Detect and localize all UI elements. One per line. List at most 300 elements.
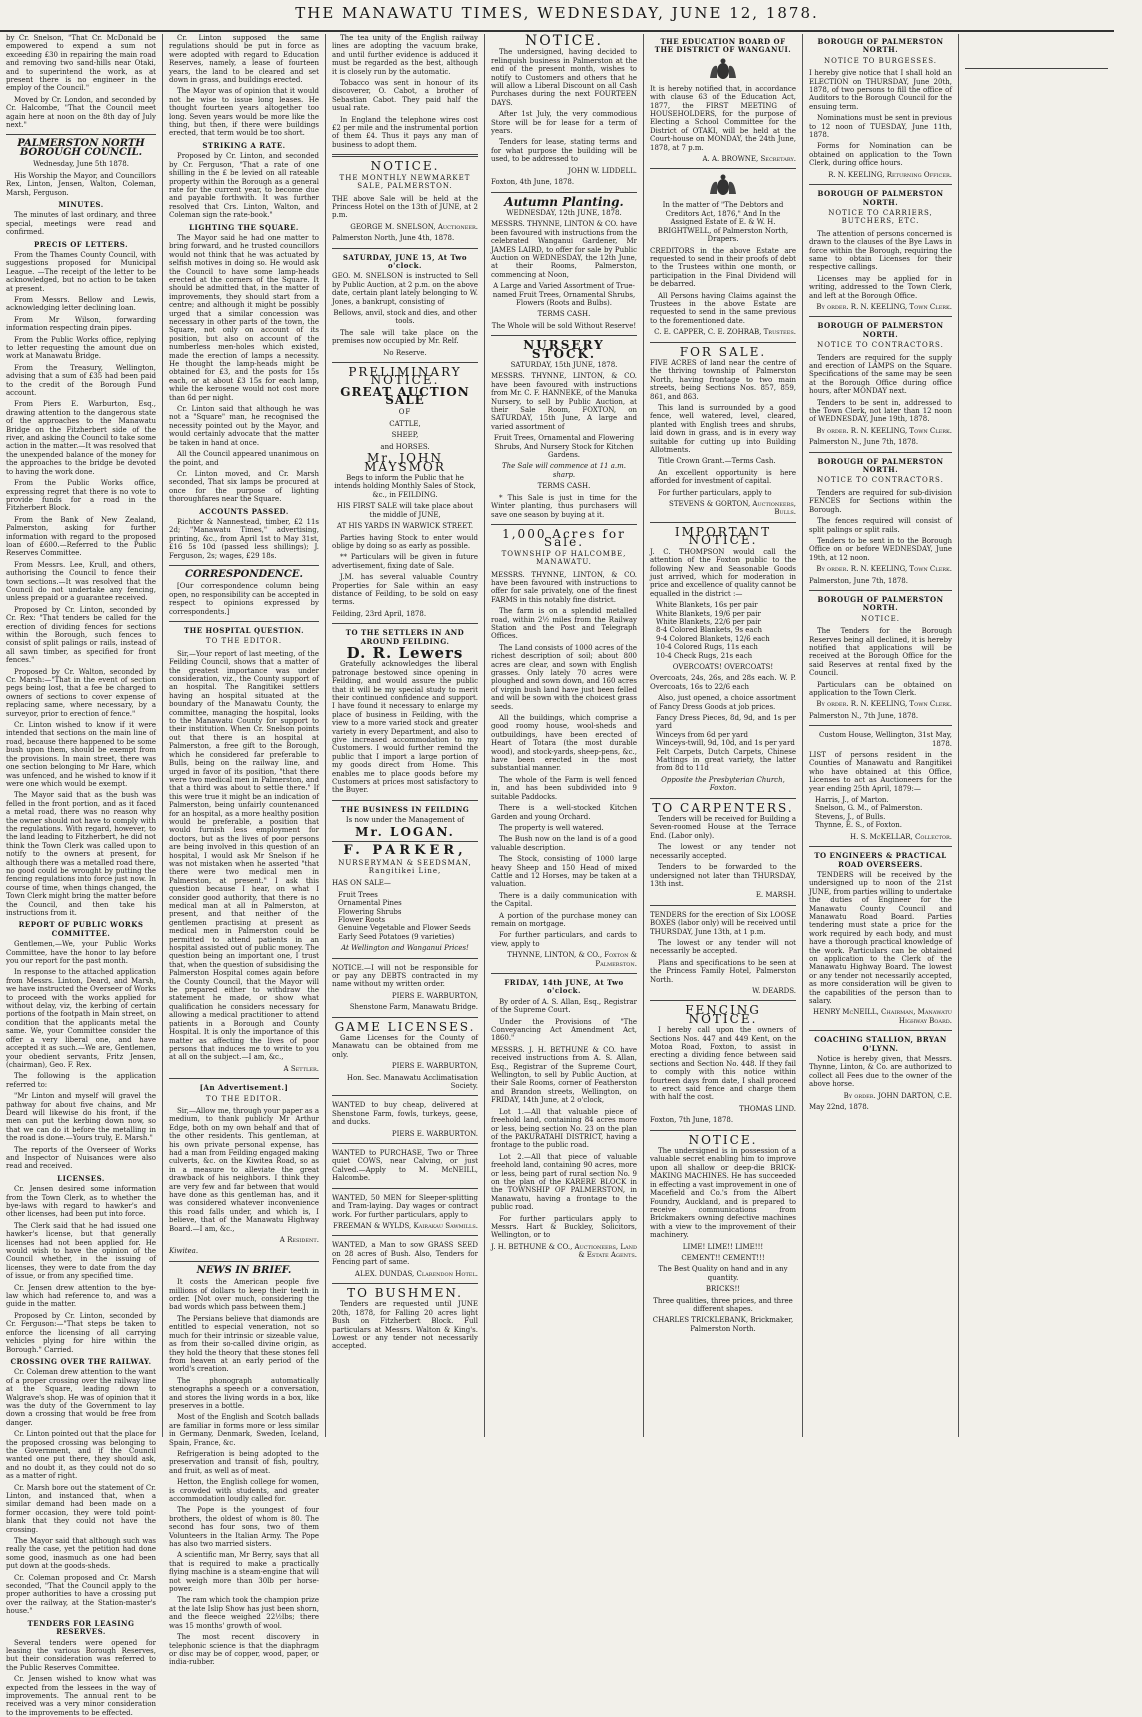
divider — [809, 725, 952, 726]
subheading: LIGHTING THE SQUARE. — [189, 222, 299, 232]
divider — [809, 1030, 952, 1031]
paragraph: by Cr. Snelson, "That Cr. McDonald be empowered to expend a sum not exceeding £30 in repairing the main road and removing two sand-hills near Otaki, and to superintend the work, as at present there is no engineer in the employ of the Council." — [6, 34, 156, 93]
list-item: Flowering Shrubs — [338, 907, 402, 916]
paragraph: Also, just opened, a choice assortment of Fancy Dress Goods at job prices. — [650, 694, 796, 711]
paragraph: HAS ON SALE— — [332, 879, 391, 888]
ad-subheading: NURSERYMAN & SEEDSMAN, Rangitikei Line, — [338, 858, 472, 875]
divider — [332, 623, 478, 624]
item: and HORSES. — [380, 442, 430, 451]
divider — [332, 154, 478, 157]
signature: PIERS E. WARBURTON, — [391, 1062, 478, 1071]
list-item: Harris, J., of Marton. — [815, 796, 889, 805]
paragraph: Parties having Stock to enter would oblige by doing so as early as possible. — [332, 533, 478, 550]
ad-heading: 1,000 Acres for Sale. — [502, 526, 626, 550]
section-heading: NEWS IN BRIEF. — [196, 1264, 292, 1276]
divider — [650, 1130, 796, 1131]
paragraph: Forms for Nomination can be obtained on application to the Town Clerk, during office hours. — [809, 142, 952, 168]
list-item: Fancy Dress Pieces, 8d, 9d, and 1s per yard — [656, 714, 796, 731]
masthead — [0, 0, 1114, 32]
dateline: SATURDAY, 15th JUNE, 1878. — [510, 361, 618, 369]
paragraph: From Messrs. Bellow and Lewis, acknowledging letter declining loan. — [6, 295, 156, 313]
paragraph: TENDERS for the erection of Six LOOSE BOXES (labor only) will be received until THURSDAY, June 13th, at 1 p.m. — [650, 910, 796, 936]
paragraph: The minutes of last ordinary, and three special, meetings were read and confirmed. — [6, 211, 156, 237]
paragraph: The undersigned, having decided to relinquish business in Palmerston at the end of the present month, wishes to notify to Customers and others that he will allow a Liberal Discount on all Cash Purchases during the next FOURTEEN DAYS. — [491, 48, 637, 107]
ad-heading: GAME LICENSES. — [334, 1019, 476, 1034]
column-2 — [163, 34, 325, 1667]
list-item: Early Seed Potatoes (9 varieties) — [338, 932, 455, 941]
ad-subheading: NOTICE. — [861, 614, 900, 623]
paragraph: The Land consists of 1000 acres of the richest description of soil; about 800 acres are clear, and sown with English grasses. Only lately 70 acres were ploughed and sown down, and 160 acres of virgin bush land have just been felled and will be sown with the choicest grass seeds. — [491, 643, 637, 711]
paragraph: After 1st July, the very commodious Store will be for lease for a term of years. — [491, 110, 637, 136]
column-3 — [326, 34, 484, 1437]
subheading: ACCOUNTS PASSED. — [199, 506, 289, 516]
signature: FREEMAN & WYLDS, Kairakau Sawmills. — [333, 1221, 478, 1230]
paragraph: MESSRS. THYNNE, LINTON, & CO. have been favoured with instructions to offer for sale privately, one of the finest FARMS in this notably fine district. — [491, 570, 637, 604]
subheading: MINUTES. — [58, 199, 104, 209]
paragraph: Is now under the Management of — [345, 816, 465, 825]
divider — [332, 1143, 478, 1144]
ad-heading: COACHING STALLION, BRYAN O'LYNN. — [814, 1035, 947, 1053]
paragraph: Refrigeration is being adopted to the preservation and transit of fish, poultry, and fruit, as well as of meat. — [169, 1449, 319, 1475]
signature: By order. JOHN DARTON, C.E. — [843, 1091, 952, 1100]
coat-of-arms-icon — [706, 58, 740, 82]
signature: THYNNE, LINTON, & CO., Foxton & Palmerston. — [507, 951, 637, 968]
paragraph: The Clerk said that he had issued one hawker's license, but that generally licenses had not been applied for. He would wish to have the opinion of the Council whether, in the issuing of licenses, they were to date from the day of issue, or from any specified time. — [6, 1221, 156, 1281]
paragraph: [Our correspondence column being open, no responsibility can be accepted in respect to opinions expressed by correspondents.] — [169, 582, 319, 616]
paragraph: Cr. Jensen drew attention to the bye-law which had reference to, and was a guide in the matter. — [6, 1283, 156, 1309]
paragraph: It is hereby notified that, in accordance with clause 63 of the Education Act, 1877, the FIRST MEETING of HOUSEHOLDERS, for the purpose of Electing a School Committee for the District of OTAKI, will be held at the Court-house on MONDAY, the 24th June, 1878, at 7 p.m. — [650, 84, 796, 152]
dateline: WEDNESDAY, 12th JUNE, 1878. — [506, 208, 622, 217]
section-heading: CORRESPONDENCE. — [184, 568, 303, 580]
paragraph: MESSRS. THYNNE, LINTON, & CO. have been favoured with instructions from Mr. C. F. HANNEKE, of the Manuka Nursery, to sell by Public Auction, at their Sale Room, FOXTON, on SATURDAY, 15th June, A large and varied assortment of — [491, 372, 637, 431]
divider — [650, 1000, 796, 1001]
subheading: TO THE EDITOR. — [205, 637, 283, 646]
paragraph: There is a well-stocked Kitchen Garden and young Orchard. — [491, 804, 637, 821]
ad-name: D. R. Lewers — [346, 643, 464, 662]
divider — [809, 452, 952, 453]
list-item: Felt Carpets, Dutch Carpets, Chinese Mattings in great variety, the latter from 8d to 11d — [656, 747, 796, 773]
paragraph: This land is surrounded by a good fence, well watered, level, cleared, planted with English trees and shrubs, laid down in grass, and is in every way suitable for cutting up into Building Allotments. — [650, 404, 796, 455]
paragraph: Under the Provisions of "The Conveyancing Act Amendment Act, 1860." — [491, 1017, 637, 1043]
subheading: CEMENT!! CEMENT!!! — [681, 1253, 765, 1262]
paragraph: It costs the American people five millions of dollars to keep their teeth in order. [Not over much, considering the bad words which pass between them.] — [169, 1278, 319, 1312]
paragraph: The Persians believe that diamonds are entitled to especial veneration, not so much for their intrinsic or sizeable value, as from their so-called divine origin, as they hold the theory that these stones fell from heaven at an early period of the world's creation. — [169, 1314, 319, 1374]
subheading — [965, 68, 1108, 75]
paragraph: The phonograph automatically stenographs a speech or a conversation, and stores the living words in a box, like preserves in a bottle. — [169, 1376, 319, 1410]
paragraph: A scientific man, Mr Berry, says that all that is required to make a practically flying machine is a steam-engine that will not weigh more than 30lb per horse-power. — [169, 1551, 319, 1594]
paragraph: "Mr Linton and myself will gravel the pathway for about five chains, and Mr Deard will likewise do his front, if the men can put the kerbing down now, so that we can do it before the metalling in the road is done.—Yours truly, E. Marsh." — [6, 1092, 156, 1143]
ad-name: Mr. JOHN MAYSMOR — [364, 451, 446, 474]
item-list: Bellows, anvil, stock and dies, and other tools. — [333, 308, 477, 326]
paragraph: For further particulars, and cards to view, apply to — [491, 931, 637, 948]
signature: GEORGE M. SNELSON, Auctioneer. — [350, 222, 478, 231]
paragraph: Game Licenses for the County of Manawatu can be obtained from me only. — [332, 1034, 478, 1059]
ad-heading: FOR SALE. — [679, 344, 767, 359]
paragraph: From the Public Works office, expressing regret that there is no vote to provide funds for a road in the Fitzherbert Block. — [6, 479, 156, 513]
place: Palmerston North, June 4th, 1878. — [332, 234, 455, 243]
divider — [650, 905, 796, 906]
divider — [169, 565, 319, 566]
item-list — [656, 714, 796, 773]
paragraph: The lowest or any tender not necessarily accepted. — [650, 843, 796, 860]
paragraph: CREDITORS in the above Estate are requested to send in their proofs of debt to the Trustees within one month, or participation in the Final Dividend will be debarred. — [650, 246, 796, 289]
list-item: 9-4 Colored Blankets, 12/6 each — [656, 634, 770, 643]
paragraph: From Mr Wilson, forwarding information respecting drain pipes. — [6, 315, 156, 333]
item: SHEEP, — [391, 431, 419, 440]
divider — [491, 192, 637, 193]
paragraph: The sale will take place on the premises now occupied by Mr. Relf. — [332, 328, 478, 346]
paragraph: J.M. has several valuable Country Properties for Sale within an easy distance of Feilding, to be sold on easy terms. — [332, 573, 478, 607]
list-item: White Blankets, 19/6 per pair — [656, 609, 761, 618]
paragraph: Cr. Linton said that although he was not a "Square" man, he recognised the necessity pointed out by the Mayor, and would certainly advocate that the matter be taken in hand at once. — [169, 405, 319, 447]
ad-heading: TO BUSHMEN. — [347, 1285, 463, 1300]
paragraph: Sir,—Your report of last meeting, of the Feilding Council, shows that a matter of the greatest importance was under consideration, viz., the County support of an hospital. The Rangitikei settlers having an hospital situated at the boundary of the Manawatu County, the committee, managing the hospital, looks to the Manawatu County for support to their institution. When Cr. Snelson points out that there is an hospital at Palmerston, a free gift to the Borough, which he considered far preferable to Bulls, being on the railway line, and urged in favor of its position, "that there were two medical men in Palmerston, and that a third was about to settle there." If this were true it might be an indication of Palmerston, being unfairly countenanced for an hospital, as a more healthy position would be preferable, a position that would furnish less employment for doctors, but as the lives of poor persons are being involved in this question of an hospital, I would ask Mr Snelson if he was not mistaken when he asserted "that there were two medical men in Palmerston, at present." I ask this question because I hear, on what I consider good authority, that there is no medical man at all in Palmerston, at present, and that neither of the gentlemen practising at present as medical men in Palmerston could be permitted to attend patients in an hospital assisted out of public money. The question being an important one, I trust that, when the question of subsidising the Palmerston Hospital comes again before the County Council, that the Mayor will be prepared either to withdraw the statement he made, or show what qualification he considers necessary for allowing a medical practitioner to attend patients in a Borough and County Hospital. It is only the importance of this matter as affecting the lives of poor persons that induces me to write to you at all on the subject.—I am, &c., — [169, 649, 319, 1062]
item-list — [656, 601, 796, 660]
paragraph: Notice is hereby given, that Messrs. Thynne, Linton, & Co. are authorized to collect all Fees due to the owner of the above horse. — [809, 1055, 952, 1089]
ad-heading: BOROUGH OF PALMERSTON NORTH. — [817, 456, 944, 475]
paragraph: From the Bank of New Zealand, Palmerston, asking for further information with regard to the proposed loan of £600.—Referred to the Public Reserves Committee. — [6, 515, 156, 558]
ad-subheading: TOWNSHIP OF HALCOMBE, MANAWATU. — [501, 549, 627, 567]
signature: CHARLES TRICKLEBANK, Brickmaker, Palmerston North. — [652, 1316, 794, 1333]
dateline: Foxton, 4th June, 1878. — [491, 178, 575, 187]
paragraph: From Messrs. Lee, Krull, and others, authorising the Council to fence their town sections.—It was resolved that the Council do not undertake any fencing, unless prepaid or a guarantee received. — [6, 560, 156, 603]
paragraph: Cr. Linton supposed the same regulations should be put in force as were adopted with regard to Education Reserves, namely, a lease of fourteen years, the land to be cleared and set down in grass, and buildings erected. — [169, 34, 319, 85]
paragraph: All the Council appeared unanimous on the point, and — [169, 450, 319, 467]
signature: W. DEARDS. — [752, 986, 796, 995]
paragraph: Gentlemen,—We, your Public Works Committee, have the honor to lay before you our report for the past month. — [6, 940, 156, 966]
dateline: May 22nd, 1878. — [809, 1103, 869, 1112]
paragraph: The Mayor was of opinion that it would not be wise to issue long leases. He thought fourteen years altogether too long. Seven years would be more like the thing, but then, if there were buildings erected, that term would be too short. — [169, 87, 319, 138]
paragraph: J. C. THOMPSON would call the attention of the Foxton public to the following New and Seasonable Goods just arrived, which for moderation in price and excellence of quality cannot be equalled in the district :— — [650, 547, 796, 598]
ad-heading: THE BUSINESS IN FEILDING — [340, 804, 470, 814]
dateline: Foxton, 7th June, 1878. — [650, 1116, 734, 1125]
signature: By order. R. N. KEELING, Town Clerk. — [816, 700, 952, 709]
subheading: THE HOSPITAL QUESTION. — [183, 626, 305, 635]
paragraph: All the buildings, which comprise a good roomy house, wool-sheds and outbuildings, have been erected of Heart of Totara (the most durable wood), and stock-yards, sheep-pens, &c., have been erected in the most substantial manner. — [491, 714, 637, 773]
paragraph: Licenses may be applied for in writing, addressed to the Town Clerk, and left at the Borough Office. — [809, 274, 952, 300]
list-item: Fruit Trees — [338, 890, 378, 899]
ad-heading: NURSERY STOCK. — [523, 338, 605, 361]
ad-heading: In the matter of "The Debtors and Creditors Act, 1876," And In the Assigned Estate of E. & W. H. BRIGHTWELL, of Palmerston North, Drapers. — [657, 201, 789, 244]
paragraph: The Tenders for the Borough Reserves being all declined, it is hereby notified that applications will be received at the Borough Office for the said Reserves at rental fixed by the Council. — [809, 627, 952, 678]
ad-name: F. PARKER, — [343, 843, 467, 859]
paragraph: The fences required will consist of split palings or split rails. — [809, 517, 952, 534]
paragraph: The farm is on a splendid metalled road, within 2½ miles from the Railway Station and the Post and Telegraph Offices. — [491, 607, 637, 641]
divider — [650, 798, 796, 799]
divider — [809, 184, 952, 185]
paragraph: GEO. M. SNELSON is instructed to Sell by Public Auction, at 2 p.m. on the above date, certain plant lately belonging to W. Jones, a bankrupt, consisting of — [332, 272, 478, 306]
paragraph: HIS FIRST SALE will take place about the middle of JUNE, — [336, 502, 474, 519]
paragraph: The following is the application referred to: — [6, 1072, 156, 1089]
signature: By order. R. N. KEELING, Town Clerk. — [816, 565, 952, 574]
ad-heading: BOROUGH OF PALMERSTON NORTH. — [817, 594, 944, 613]
signature: HENRY McNEILL, Chairman, Manawatu Highway Board. — [813, 1008, 952, 1025]
ad-subheading: NOTICE TO BURGESSES. — [824, 56, 937, 65]
divider — [491, 524, 637, 525]
note: The Sale will commence at 11 a.m. sharp. — [501, 462, 626, 479]
ad-subheading: NOTICE TO CONTRACTORS. — [817, 476, 944, 485]
paragraph: I hereby give notice that I shall hold an ELECTION on THURSDAY, June 20th, 1878, of two persons to fill the office of Auditors to the Borough Council for the ensuing term. — [809, 69, 952, 111]
paragraph: WANTED, 50 MEN for Sleeper-splitting and Tram-laying. Day wages or contract work. For further particulars, apply to — [332, 1193, 478, 1219]
column-5 — [644, 34, 802, 1437]
ad-heading: BOROUGH OF PALMERSTON NORTH. — [817, 321, 944, 339]
ad-heading: BOROUGH OF PALMERSTON NORTH. — [817, 189, 944, 207]
paragraph: By order of A. S. Allan, Esq., Registrar of the Supreme Court. — [491, 997, 637, 1015]
paragraph: Tenders to be sent in, addressed to the Town Clerk, not later than 12 noon of WEDNESDAY, June 19th, 1878. — [809, 398, 952, 424]
paragraph: From the Thames County Council, with suggestions proposed for Municipal League. —The receipt of the letter to be acknowledged, but no action to be taken at present. — [6, 250, 156, 293]
paragraph: The Mayor said he had one matter to bring forward, and he trusted councillors would not think that he was actuated by selfish motives in doing so. He would ask the Council to have some lamp-heads erected at the corners of the Square. It should be admitted that, in the matter of improvements, they should start from a centre; and although it might be possibly urged that a similar concession was necessary in other parts of the town, the Square, not only on account of its position, but also on account of the numberless men-holes which existed, made the erection of lamps a necessity. He thought the lamp-heads might be obtained for £3, and the posts for 15s each, or at about £3 15s for each lamp, while the kerosene would not cost more than 6d per night. — [169, 233, 319, 402]
divider — [332, 841, 478, 842]
ad-heading: PRELIMINARY NOTICE. — [348, 365, 462, 388]
paragraph: AT HIS YARDS IN WARWICK STREET. — [336, 522, 474, 531]
list-item: Genuine Vegetable and Flower Seeds — [338, 924, 471, 933]
divider — [650, 342, 796, 343]
paragraph: WANTED to buy cheap, delivered at Shenstone Farm, fowls, turkeys, geese, and ducks. — [332, 1101, 478, 1127]
divider — [332, 1283, 478, 1284]
loudon-advertisement — [959, 34, 1114, 1437]
ad-heading: Autumn Planting. — [504, 194, 624, 209]
subheading: CROSSING OVER THE RAILWAY. — [10, 1356, 152, 1366]
divider — [491, 335, 637, 336]
divider — [169, 1261, 319, 1262]
signature: ALEX. DUNDAS, Clarendon Hotel. — [354, 1269, 478, 1278]
paragraph: There is a daily communication with the Capital. — [491, 891, 637, 909]
paragraph: MESSRS. THYNNE, LINTON & CO. have been favoured with instructions from the celebrated Wanganui Gardener, Mr JAMES LAIRD, to offer for sale by Public Auction on WEDNESDAY, the 12th June, at their Rooms, Palmerston, commencing at Noon, — [491, 220, 637, 279]
divider — [332, 1188, 478, 1189]
note: The Whole will be sold Without Reserve! — [491, 321, 637, 330]
paragraph: Proposed by Cr. Linton, seconded by Cr. Rex: "That tenders be called for the erection of dividing fences for sections within the Borough, such fences to consist of split palings or rails, instead of all sawn timber, as specified for front fences." — [6, 605, 156, 665]
list-item: Stevens, J., of Bulls. — [815, 812, 886, 821]
paragraph: Nominations must be sent in previous to 12 noon of TUESDAY, June 11th, 1878. — [809, 114, 952, 140]
ad-heading: NOTICE. — [370, 159, 440, 174]
divider — [332, 1235, 478, 1236]
place: Custom House, Wellington, 31st May, 1878. — [819, 731, 952, 748]
signature: PIERS E. WARBURTON, — [391, 991, 478, 1000]
paragraph: Several tenders were opened for leasing the various Borough Reserves, but their consideration was referred to the Public Reserves Committee. — [6, 1638, 156, 1672]
paragraph: Cr. Coleman drew attention to the want of a proper crossing over the railway line at the Square, leading down to Walgrave's shop. He was of opinion that it was the duty of the Government to lay down a crossing that would be free from danger. — [6, 1368, 156, 1427]
paragraph: The Bush now on the land is of a good valuable description. — [491, 835, 637, 852]
paragraph: All Persons having Claims against the Trustees in the above Estate are requested to send in the same previous to the forementioned date. — [650, 291, 796, 325]
item-list — [338, 891, 478, 941]
paragraph: A portion of the purchase money can remain on mortgage. — [491, 911, 637, 928]
paragraph: Title Crown Grant.—Terms Cash. — [658, 457, 776, 466]
ad-name: Mr. LOGAN. — [355, 824, 455, 839]
signature: H. S. McKELLAR, Collector. — [850, 832, 952, 841]
paragraph: I hereby call upon the owners of Sections Nos. 447 and 449 Kent, on the Motoa Road, Foxton, to assist in erecting a dividing fence between said sections and Section No. 448. If they fail to comply with this notice within fourteen days from date, I shall proceed to erect said fence and charge them with half the cost. — [650, 1026, 796, 1102]
paragraph: Tenders to be forwarded to the undersigned not later than THURSDAY, 13th inst. — [650, 863, 796, 888]
paragraph: Cr. Jensen desired some information from the Town Clerk, as to whether the bye-laws with regard to hawker's and other licenses, had been put into force. — [6, 1185, 156, 1219]
note: TERMS CASH. — [537, 482, 591, 491]
ad-heading: THE EDUCATION BOARD OF THE DISTRICT OF WANGANUI. — [654, 37, 792, 55]
signature: A Resident. — [279, 1236, 319, 1245]
paragraph: An excellent opportunity is here afforded for investment of capital. — [650, 468, 796, 486]
paragraph: Begs to inform the Public that he intends holding Monthly Sales of Stock, &c., in FEILDING. — [334, 474, 476, 499]
paragraph: Tobacco was sent in honour of its discoverer, O. Cabot, a brother of Sebastian Cabot. They paid half the usual rate. — [332, 79, 478, 113]
paragraph: Proposed by Cr. Linton, seconded by Cr. Ferguson:—"That steps be taken to enforce the licensing of all carrying vehicles plying for hire within the Borough." Carried. — [6, 1311, 156, 1354]
paragraph: Tenders to be sent in to the Borough Office on or before WEDNESDAY, June 19th, at 12 noon. — [809, 536, 952, 562]
paragraph: Proposed by Cr. Walton, seconded by Cr. Marsh:—"That in the event of section pegs being lost, that a fee be charged to owners of sections to cover expense of replacing same, where necessary, by a surveyor, prior to erection of fence." — [6, 667, 156, 718]
list-item: Ornamental Pines — [338, 899, 402, 908]
subheading: TO THE EDITOR. — [205, 1094, 283, 1103]
paragraph: The ram which took the champion prize at the late Islip Show has just been shorn, and the fleece weighed 22½lbs; there was 15 months' growth of wool. — [169, 1596, 319, 1630]
signature: J. H. BETHUNE & CO., Auctioneers, Land & Estate Agents. — [491, 1242, 637, 1260]
paragraph: Cr. Jensen wished to know what was expected from the lessees in the way of improvements. The annual rent to be received was a very minor consideration to the improvements to be effected. — [6, 1675, 156, 1717]
divider — [650, 522, 796, 523]
item: CATTLE, — [389, 420, 421, 429]
ad-heading: FENCING NOTICE. — [685, 1003, 761, 1026]
list-item: 8-4 Colored Blankets, 9s each — [656, 626, 763, 635]
dateline: Palmerston N., June 7th, 1878. — [809, 438, 919, 447]
paragraph: For further particulars, apply to — [658, 488, 772, 497]
paragraph: Cr. Linton pointed out that the place for the proposed crossing was belonging to the Government, and if the Council wanted one put there, they should ask, and no doubt it, as they could not do so as a matter of right. — [6, 1430, 156, 1481]
list-item: Winceys from 6d per yard — [656, 730, 748, 739]
divider — [332, 800, 478, 801]
ad-heading: NOTICE. — [688, 1132, 758, 1147]
dateline: Feilding, 23rd April, 1878. — [332, 609, 427, 618]
divider — [650, 168, 796, 169]
paragraph: Moved by Cr. London, and seconded by Cr. Halcombe, "That the Council meet again here at noon on the 8th day of July next." — [6, 95, 156, 130]
subheading: PRECIS OF LETTERS. — [33, 239, 129, 249]
paragraph: Proposed by Cr. Linton, and seconded by Cr. Ferguson, "That a rate of one shilling in the £ be levied on all rateable property within the Borough as a general rate for the current year, to become due and payable forthwith. It was further resolved that Crs. Linton, Walton, and Coleman sign the rate-book." — [169, 152, 319, 220]
paragraph: The property is well watered. — [499, 823, 604, 832]
list-item: 10-4 Check Rugs, 21s each — [656, 651, 753, 660]
ad-subheading: THE MONTHLY NEWMARKET SALE, PALMERSTON. — [339, 173, 471, 191]
paragraph: WANTED to PURCHASE, Two or Three quiet COWS, near Calving, or just Calved.—Apply to M. McNEILL, Halcombe. — [332, 1149, 478, 1183]
paragraph: For further particulars apply to Messrs. Hart & Buckley, Solicitors, Wellington, or to — [491, 1214, 637, 1240]
paragraph: TENDERS will be received by the undersigned up to noon of the 21st JUNE, from parties willing to undertake the duties of Engineer for the Manawatu County Council and Manawatu Road Board. Parties tendering must state a price for the work required by each body, and must have a thorough practical knowledge of the work. Particulars can be obtained on application to the Clerk of the Manawatu Highway Board. The lowest or any tender not necessarily accepted, as more consideration will be given to the capabilities of the person than to salary. — [809, 870, 952, 1005]
coat-of-arms-icon — [706, 174, 740, 198]
paragraph: ** Particulars will be given in future advertisement, fixing date of Sale. — [332, 553, 478, 570]
signature: C. E. CAPPER, C. E. ZOHRAB, Trustees. — [654, 328, 796, 337]
dateline: Wednesday, June 5th 1878. — [33, 160, 129, 169]
subheading: LICENSES. — [57, 1173, 105, 1183]
paragraph: WANTED, a Man to sow GRASS SEED on 28 acres of Bush. Also, Tenders for Fencing part of same. — [332, 1241, 478, 1267]
paragraph: The Mayor said that although such was really the case, yet the petition had done some good, inasmuch as one had been put down at the goods-sheds. — [6, 1537, 156, 1571]
paragraph: The Best Quality on hand and in any quantity. — [658, 1265, 788, 1282]
ad-heading: TO ENGINEERS & PRACTICAL ROAD OVERSEERS. — [814, 851, 947, 869]
column-6-main — [803, 34, 958, 1437]
list-item: White Blankets, 22/6 per pair — [656, 617, 761, 626]
item-list: Fruit Trees, Ornamental and Flowering Shrubs, And Nursery Stock for Kitchen Gardens. — [493, 434, 635, 460]
paragraph: The lowest or any tender will not necessarily be accepted. — [650, 938, 796, 956]
divider — [332, 958, 478, 959]
ad-subheading: NOTICE TO CONTRACTORS. — [817, 341, 944, 350]
place: Kiwitea. — [169, 1247, 199, 1256]
signature: PIERS E. WARBURTON. — [391, 1129, 478, 1138]
paragraph: The whole of the Farm is well fenced in, and has been subdivided into 9 suitable Paddocks. — [491, 775, 637, 801]
ad-heading: IMPORTANT NOTICE. — [674, 524, 772, 548]
paragraph: MESSRS. J. H. BETHUNE & CO. have received instructions from A. S. Allan, Esq., Registrar of the Supreme Court, Wellington, to sell by Public Auction, at their Sale Rooms, corner of Featherston and Brandon streets, Wellington, on FRIDAY, 14th June, at 2 o'clock, — [491, 1045, 637, 1105]
ad-heading: TO CARPENTERS. — [652, 800, 794, 815]
note: At Wellington and Wanganui Prices! — [341, 944, 469, 953]
ad-heading: FRIDAY, 14th JUNE, At Two o'clock. — [504, 978, 624, 996]
paragraph: In response to the attached application from Messrs. Linton, Deard, and Marsh, we have instructed the Overseer of Works to proceed with the works applied for without delay, viz, the kerbing of certain portions of the footpath in Main street, on condition that the applicants metal the same. We, your Committee consider the offer a very liberal one, and have accepted it as such.—We are, Gentlemen, your obedient servants, Fritz Jensen, (chairman), Geo. F. Rex. — [6, 968, 156, 1069]
paragraph: Tenders are required for sub-division FENCES for Sections within the Borough. — [809, 488, 952, 514]
masthead-title: THE MANAWATU TIMES, WEDNESDAY, JUNE 12, 1878. — [295, 4, 819, 22]
paragraph: Particulars can be obtained on application to the Town Clerk. — [809, 680, 952, 697]
column-4 — [485, 34, 643, 1437]
place: Shenstone Farm, Manawatu Bridge. — [349, 1003, 478, 1012]
signature: R. N. KEELING, Returning Officer. — [828, 170, 952, 179]
paragraph: The Stock, consisting of 1000 large heavy Sheep and 150 Head of mixed Cattle and 12 Horses, may be taken at a valuation. — [491, 855, 637, 889]
paragraph: From the Public Works office, replying to letter requesting the amount due on work at Manawatu Bridge. — [6, 335, 156, 361]
subheading: TENDERS FOR LEASING RESERVES. — [27, 1618, 135, 1637]
list-item: Snelson, G. M., of Palmerston. — [815, 804, 923, 813]
paragraph: Tenders are required for the supply and erection of LAMPS on the Square. Specifications of the same may be seen at the Borough Office during office hours, after MONDAY next. — [809, 353, 952, 396]
divider — [809, 590, 952, 591]
paragraph: The undersigned is in possession of a valuable secret enabling him to improve upon all shallow or deep-die BRICK-MAKING MACHINES. He has succeeded in effecting a vast improvement in one of Macefield and Co.'s from the Albert Foundry, Auckland, and is prepared to receive communications from Brickmakers owning defective machines with a view to the improvement of their machinery. — [650, 1147, 796, 1240]
paragraph: In England the telephone wires cost £2 per mile and the instrumental portion of them £4. Thus it pays any man of business to adopt them. — [332, 115, 478, 149]
note: No Reserve. — [383, 348, 427, 357]
paragraph: Hetton, the English college for women, is crowded with students, and greater accommodation loudly called for. — [169, 1478, 319, 1503]
paragraph: The tea unity of the English railway lines are adopting the vacuum brake, and until further evidence is adduced it must be regarded as the best, although it is closely run by the automatic. — [332, 34, 478, 76]
item-list — [815, 796, 952, 830]
signature: JOHN W. LIDDELL. — [568, 166, 637, 175]
signature: A. A. BROWNE, Secretary. — [702, 155, 796, 164]
list-item: Flower Roots — [338, 915, 386, 924]
paragraph: * This Sale is just in time for the Winter planting, thus purchasers will save one season by buying at it. — [491, 493, 637, 519]
divider — [332, 248, 478, 249]
signature: THOMAS LIND. — [739, 1104, 796, 1113]
divider — [332, 362, 478, 363]
place: Opposite the Presbyterian Church, Foxton. — [661, 775, 785, 793]
paragraph: The Pope is the youngest of four brothers, the oldest of whom is 80. The second has four sons, two of them Volunteers in the Italian Army. The Pope has also two married sisters. — [169, 1506, 319, 1549]
paragraph: Cr. Coleman proposed and Cr. Marsh seconded, "That the Council apply to the proper authorities to have a crossing put over the railway, at the Station-master's house." — [6, 1573, 156, 1616]
paragraph: From Piers E. Warburton, Esq., drawing attention to the dangerous state of the approaches to the Manawatu Bridge on the Fitzherbert side of the river, and asking the Council to take some action in the matter.—It was resolved that the unexpended balance of the money for the approaches to the bridge be devoted to having the work done. — [6, 400, 156, 476]
paragraph: The attention of persons concerned is drawn to the clauses of the Bye Laws in force within the Borough, requiring the same to obtain Licenses for their respective callings. — [809, 229, 952, 272]
divider — [491, 973, 637, 974]
paragraph: Overcoats, 24s, 26s, and 28s each. W. P. Overcoats, 16s to 22/6 each — [650, 674, 796, 691]
note: TERMS CASH. — [537, 310, 591, 319]
paragraph: His Worship the Mayor, and Councillors Rex, Linton, Jensen, Walton, Coleman, Marsh, Ferguson. — [6, 171, 156, 197]
column-1 — [0, 34, 162, 1717]
paragraph: Lot 1.—All that valuable piece of freehold land, containing 84 acres more or less, being section No. 23 on the plan of the PAKURATAHI DISTRICT, having a frontage to the public road. — [491, 1107, 637, 1150]
dateline: Palmerston N., 7th June, 1878. — [809, 711, 919, 720]
paragraph: LIST of persons resident in the Counties of Manawatu and Rangitikei who have obtained at this Office, Licenses to act as Auctioneers for the year ending 25th April, 1879:— — [809, 751, 952, 793]
divider — [6, 134, 156, 135]
paragraph: The Mayor said that as the bush was felled in the front portion, and as it faced a metal road, there was no reason why the owner should not have to comply with the regulations. With regard, however, to the land leading to Fitzherbert, he did not think the Town Clerk was called upon to notify to the owners at present, for although there was a metalled road there, no good could be wrought by putting the fencing regulations into force just now. In course of time, when things changed, the Town Clerk might bring the matter before the Council, and then take his instructions from it. — [6, 791, 156, 917]
divider — [809, 846, 952, 847]
paragraph: Cr. Marsh bore out the statement of Cr. Linton, and instanced that, when a similar demand had been made on a former occasion, they were told point-blank that they could not have the crossing. — [6, 1483, 156, 1534]
paragraph: Cr. Linton moved, and Cr. Marsh seconded, That six lamps be procured at once for the purpose of lighting thoroughfares near the Square. — [169, 469, 319, 504]
divider — [809, 316, 952, 317]
divider — [169, 1078, 319, 1079]
paragraph: The reports of the Overseer of Works and Inspector of Nuisances were also read and received. — [6, 1145, 156, 1171]
ad-heading: BOROUGH OF PALMERSTON NORTH. — [817, 37, 944, 55]
list-item: Thynne, E. S., of Foxton. — [815, 821, 902, 830]
signature: STEVENS & GORTON, Auctioneers, Bulls. — [669, 500, 796, 517]
paragraph: THE above Sale will be held at the Princess Hotel on the 13th of JUNE, at 2 p.m. — [332, 194, 478, 220]
divider — [332, 1017, 478, 1018]
ad-subheading: NOTICE TO CARRIERS, BUTCHERS, ETC. — [828, 208, 933, 226]
paragraph: Tenders are requested until JUNE 20th, 1878, for Falling 20 acres light Bush on Fitzherbert Block. Full particulars at Messrs. Walton & King's. Lowest or any tender not necessarily accepted. — [332, 1300, 478, 1351]
signature: E. MARSH. — [755, 891, 796, 900]
section-heading: PALMERSTON NORTH BOROUGH COUNCIL. — [17, 138, 145, 158]
subheading: STRIKING A RATE. — [202, 140, 286, 150]
paragraph: Sir,—Allow me, through your paper as a medium, to thank publicly Mr Arthur Edge, both on my own behalf and that of the other residents. This gentleman, at his own private personal expense, has had a man from Feilding engaged making culverts, &c. on the Kiwitea Road, so as in a measure to alleviate the great drawback of his neighbors. I think they are very few and far between that would have done as this gentleman has, and it was considered whatever inconvenience this road falls under, and which is, I believe, that of the Manawatu Highway Board.—I am, &c., — [169, 1106, 319, 1233]
paragraph: NOTICE.—I will not be responsible for or pay any DEBTS contracted in my name without my written order. — [332, 963, 478, 989]
subheading: [An Advertisement.] — [199, 1083, 289, 1093]
paragraph: Plans and specifications to be seen at the Princess Family Hotel, Palmerston North. — [650, 958, 796, 984]
list-item: 10-4 Colored Rugs, 11s each — [656, 643, 758, 652]
paragraph: Tenders for lease, stating terms and for what purpose the building will be used, to be addressed to — [491, 138, 637, 164]
paragraph: Gratefully acknowledges the liberal patronage bestowed since opening in Feilding, and would assure the public that it will be my special study to merit their continued confidence and support. I have found it necessary to enlarge my place of business in Feilding, with the view to a more varied stock and greater variety in every Department, and also to give increased accommodation to my Customers. I would further remind the public that I import a large portion of my goods direct from Home. This enables me to place goods before my Customers at prices most satisfactory to the Buyer. — [332, 660, 478, 795]
ad-subheading: OF — [398, 407, 412, 416]
signature: A Settler. — [283, 1064, 319, 1073]
paragraph: The most recent discovery in telephonic science is that the diaphragm or disc may be of copper, wood, paper, or india-rubber. — [169, 1633, 319, 1667]
paragraph: From the Treasury, Wellington, advising that a sum of £35 had been paid to the credit of the Borough Fund account. — [6, 363, 156, 398]
place: Hon. Sec. Manawatu Acclimatisation Society. — [346, 1073, 478, 1091]
